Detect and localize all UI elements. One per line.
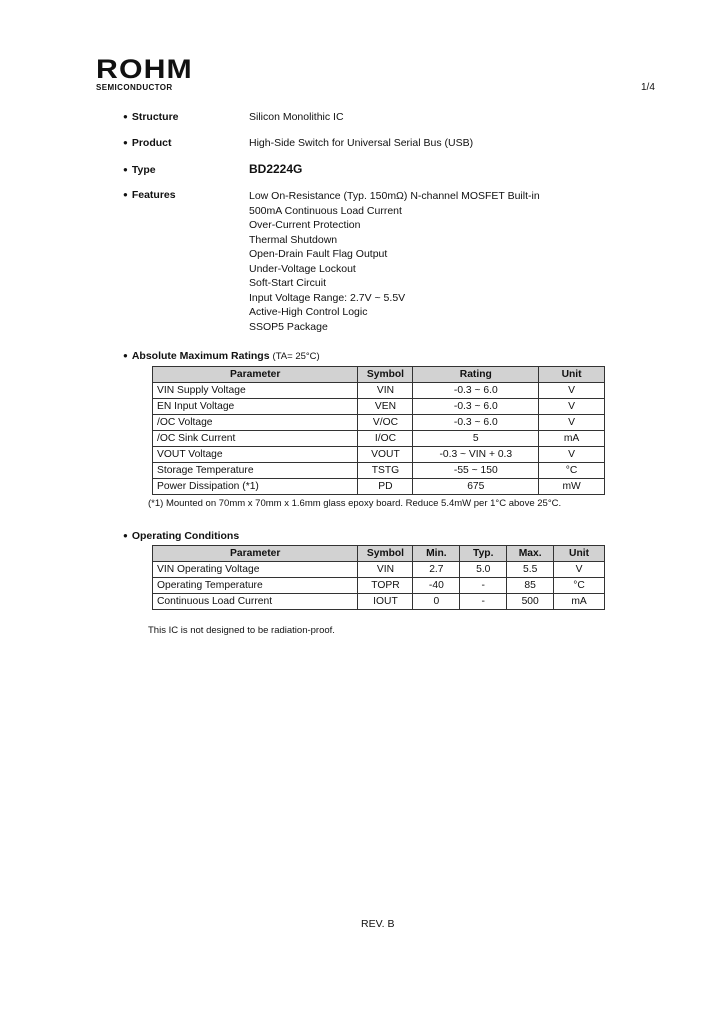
col-unit: Unit xyxy=(539,367,605,383)
cell-typ: 5.0 xyxy=(460,562,507,578)
feature-item: SSOP5 Package xyxy=(249,320,328,333)
cell-unit: °C xyxy=(539,463,605,479)
cell-parameter: EN Input Voltage xyxy=(153,399,358,415)
abs-max-title: ● Absolute Maximum Ratings (TA= 25°C) xyxy=(123,350,320,362)
logo-wordmark: ROHM xyxy=(96,54,193,84)
col-rating: Rating xyxy=(413,367,539,383)
cell-rating: -0.3 ~ 6.0 xyxy=(413,415,539,431)
cell-unit: mW xyxy=(539,479,605,495)
table-header-row xyxy=(153,367,605,383)
cell-parameter: VIN Supply Voltage xyxy=(153,383,358,399)
col-unit: Unit xyxy=(554,546,605,562)
cell-parameter: Continuous Load Current xyxy=(153,594,358,610)
cell-symbol: I/OC xyxy=(358,431,413,447)
table-row xyxy=(153,479,605,495)
feature-item: Under-Voltage Lockout xyxy=(249,262,356,275)
logo-subtitle: SEMICONDUCTOR xyxy=(96,83,173,92)
product-label: ● Product xyxy=(123,137,172,149)
cell-max: 85 xyxy=(507,578,554,594)
cell-symbol: VOUT xyxy=(358,447,413,463)
cell-rating: -0.3 ~ 6.0 xyxy=(413,383,539,399)
table-row xyxy=(153,463,605,479)
cell-parameter: /OC Voltage xyxy=(153,415,358,431)
col-min: Min. xyxy=(413,546,460,562)
abs-max-condition: (TA= 25°C) xyxy=(272,351,320,362)
cell-parameter: /OC Sink Current xyxy=(153,431,358,447)
feature-item: Soft-Start Circuit xyxy=(249,277,327,289)
table-row xyxy=(153,383,605,399)
col-symbol: Symbol xyxy=(358,546,413,562)
abs-max-footnote: (*1) Mounted on 70mm x 70mm x 1.6mm glass epoxy board. Reduce 5.4mW per 1°C above 25°C. xyxy=(148,498,562,509)
abs-max-table xyxy=(152,366,605,495)
cell-unit: V xyxy=(539,399,605,415)
table-row xyxy=(153,562,605,578)
bullet-icon: ● xyxy=(123,190,128,199)
feature-item: Over-Current Protection xyxy=(249,219,361,231)
col-symbol: Symbol xyxy=(358,367,413,383)
cell-unit: °C xyxy=(554,578,605,594)
rohm-logo xyxy=(96,54,201,92)
features-label: ● Features xyxy=(123,189,176,201)
bullet-icon: ● xyxy=(123,138,128,147)
cell-parameter: Storage Temperature xyxy=(153,463,358,479)
structure-label: ● Structure xyxy=(123,111,179,123)
cell-rating: -0.3 ~ VIN + 0.3 xyxy=(413,447,539,463)
cell-symbol: V/OC xyxy=(358,415,413,431)
cell-symbol: TSTG xyxy=(358,463,413,479)
table-row xyxy=(153,399,605,415)
table-row xyxy=(153,594,605,610)
col-max: Max. xyxy=(507,546,554,562)
cell-symbol: VEN xyxy=(358,399,413,415)
cell-symbol: VIN xyxy=(358,562,413,578)
revision-label: REV. B xyxy=(361,918,395,930)
bullet-icon: ● xyxy=(123,531,128,540)
table-row xyxy=(153,447,605,463)
cell-parameter: Power Dissipation (*1) xyxy=(153,479,358,495)
type-label: ● Type xyxy=(123,164,156,176)
cell-parameter: VIN Operating Voltage xyxy=(153,562,358,578)
feature-item: 500mA Continuous Load Current xyxy=(249,204,402,217)
cell-symbol: PD xyxy=(358,479,413,495)
bullet-icon: ● xyxy=(123,351,128,360)
col-typ: Typ. xyxy=(460,546,507,562)
operating-table xyxy=(152,545,605,610)
cell-rating: 5 xyxy=(413,431,539,447)
feature-item: Input Voltage Range: 2.7V ~ 5.5V xyxy=(249,291,406,304)
feature-item: Low On-Resistance (Typ. 150mΩ) N-channel MOSFET Built-in xyxy=(249,190,540,202)
operating-title: ● Operating Conditions xyxy=(123,530,240,542)
cell-rating: -0.3 ~ 6.0 xyxy=(413,399,539,415)
cell-symbol: VIN xyxy=(358,383,413,399)
cell-min: -40 xyxy=(413,578,460,594)
cell-unit: V xyxy=(539,415,605,431)
feature-item: Active-High Control Logic xyxy=(249,306,368,318)
table-header-row xyxy=(153,546,605,562)
cell-symbol: IOUT xyxy=(358,594,413,610)
cell-max: 5.5 xyxy=(507,562,554,578)
table-row xyxy=(153,431,605,447)
feature-item: Thermal Shutdown xyxy=(249,233,338,246)
features-list xyxy=(249,189,540,334)
table-row xyxy=(153,415,605,431)
structure-value: Silicon Monolithic IC xyxy=(249,111,344,123)
cell-parameter: VOUT Voltage xyxy=(153,447,358,463)
page-number: 1/4 xyxy=(641,82,655,93)
product-value: High-Side Switch for Universal Serial Bus (USB) xyxy=(249,137,474,149)
bullet-icon: ● xyxy=(123,112,128,121)
cell-unit: mA xyxy=(539,431,605,447)
cell-parameter: Operating Temperature xyxy=(153,578,358,594)
cell-rating: -55 ~ 150 xyxy=(413,463,539,479)
cell-min: 2.7 xyxy=(413,562,460,578)
cell-typ: - xyxy=(460,578,507,594)
cell-unit: V xyxy=(539,383,605,399)
cell-min: 0 xyxy=(413,594,460,610)
type-value: BD2224G xyxy=(249,162,303,176)
col-parameter: Parameter xyxy=(153,367,358,383)
col-parameter: Parameter xyxy=(153,546,358,562)
cell-unit: mA xyxy=(554,594,605,610)
cell-typ: - xyxy=(460,594,507,610)
cell-symbol: TOPR xyxy=(358,578,413,594)
cell-unit: V xyxy=(554,562,605,578)
table-row xyxy=(153,578,605,594)
feature-item: Open-Drain Fault Flag Output xyxy=(249,248,388,260)
cell-max: 500 xyxy=(507,594,554,610)
cell-rating: 675 xyxy=(413,479,539,495)
cell-unit: V xyxy=(539,447,605,463)
radiation-note: This IC is not designed to be radiation-proof. xyxy=(148,625,335,636)
bullet-icon: ● xyxy=(123,165,128,174)
